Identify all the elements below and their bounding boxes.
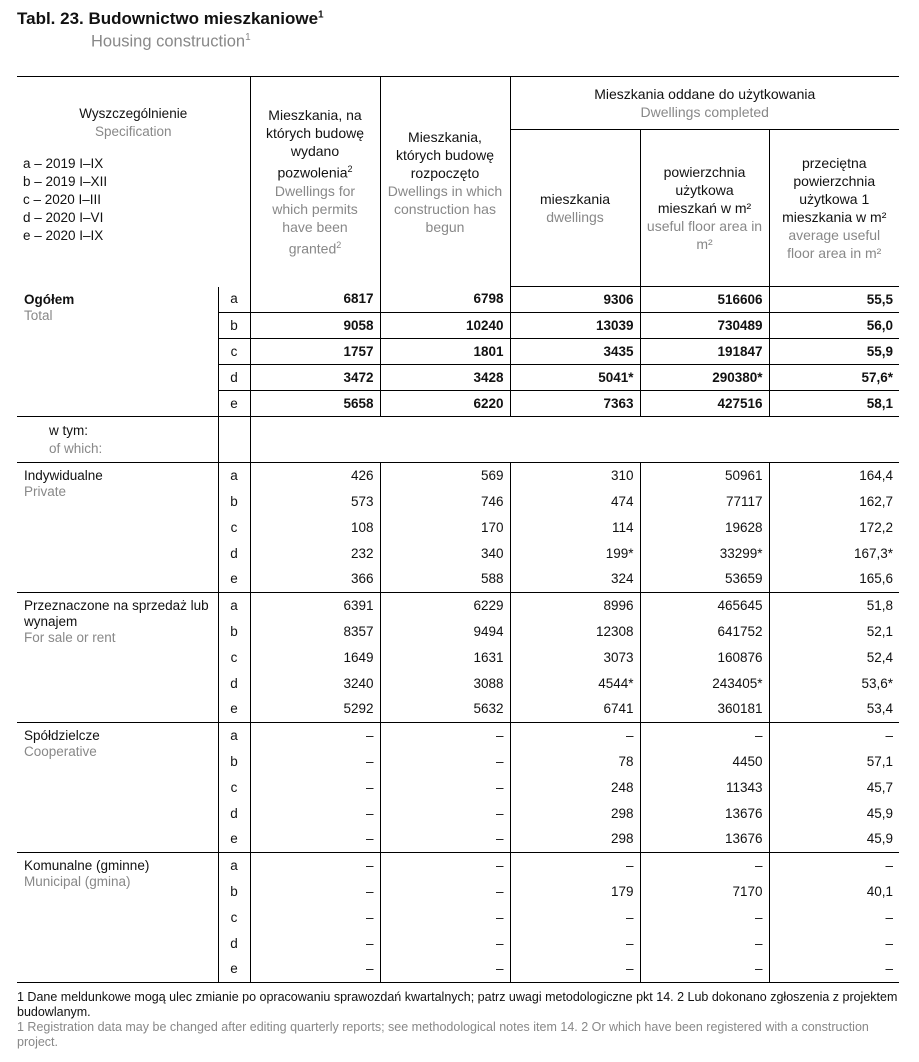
table-cell: 9058 <box>250 313 380 339</box>
period-code: c <box>218 645 250 671</box>
empty-cell <box>218 417 250 463</box>
period-code: c <box>218 775 250 801</box>
table-cell: 172,2 <box>769 515 899 541</box>
table-cell: 7170 <box>640 879 769 905</box>
table-cell: 12308 <box>510 619 640 645</box>
table-cell: 33299* <box>640 541 769 567</box>
table-cell: 298 <box>510 827 640 853</box>
group-label: Ogółem Total <box>17 287 218 417</box>
table-cell: 4450 <box>640 749 769 775</box>
period-code: c <box>218 339 250 365</box>
table-cell: 3428 <box>380 365 510 391</box>
table-cell: 57,1 <box>769 749 899 775</box>
table-cell: – <box>640 931 769 957</box>
table-cell: 290380* <box>640 365 769 391</box>
table-cell: – <box>769 957 899 983</box>
spec-header: Wyszczególnienie Specification a – 2019 I–IX b – 2019 I–XII c – 2020 I–III d – 2020 I–VI e – 2020 I–IX <box>17 77 250 287</box>
table-cell: 1757 <box>250 339 380 365</box>
area-header: powierzchnia użytkowa mieszkań w m² useful floor area in m² <box>640 130 769 287</box>
table-cell: 5632 <box>380 697 510 723</box>
table-cell: 170 <box>380 515 510 541</box>
table-cell: 77117 <box>640 489 769 515</box>
table-cell: 52,4 <box>769 645 899 671</box>
table-cell: 426 <box>250 463 380 489</box>
table-cell: 10240 <box>380 313 510 339</box>
of-which-row <box>17 417 899 463</box>
avg-area-header: przeciętna powierzchnia użytkowa 1 mieszkania w m² average useful floor area in m² <box>769 130 899 287</box>
table-cell: 40,1 <box>769 879 899 905</box>
begun-header: Mieszkania, których budowę rozpoczęto Dwellings in which construction has begun <box>380 77 510 287</box>
period-code: c <box>218 515 250 541</box>
period-code: b <box>218 489 250 515</box>
table-cell: 243405* <box>640 671 769 697</box>
period-code: d <box>218 365 250 391</box>
table-cell: 3073 <box>510 645 640 671</box>
table-cell: 5041* <box>510 365 640 391</box>
table-cell: 588 <box>380 567 510 593</box>
table-cell: – <box>640 723 769 749</box>
table-cell: 1801 <box>380 339 510 365</box>
table-cell: 55,9 <box>769 339 899 365</box>
table-cell: – <box>250 723 380 749</box>
group-label: Przeznaczone na sprzedaż lub wynajem For sale or rent <box>17 593 218 723</box>
table-cell: 569 <box>380 463 510 489</box>
period-code: d <box>218 801 250 827</box>
table-cell: 45,9 <box>769 801 899 827</box>
period-code: a <box>218 287 250 313</box>
table-cell: 19628 <box>640 515 769 541</box>
table-cell: 6229 <box>380 593 510 619</box>
table-cell: 5658 <box>250 391 380 417</box>
table-cell: 6817 <box>250 287 380 313</box>
table-cell: 5292 <box>250 697 380 723</box>
table-cell: 310 <box>510 463 640 489</box>
table-cell: 6741 <box>510 697 640 723</box>
table-cell: 160876 <box>640 645 769 671</box>
table-cell: – <box>250 931 380 957</box>
period-code: b <box>218 313 250 339</box>
table-cell: 1631 <box>380 645 510 671</box>
completed-header: Mieszkania oddane do użytkowania Dwellings completed <box>510 77 899 130</box>
table-cell: 162,7 <box>769 489 899 515</box>
table-cell: 13676 <box>640 801 769 827</box>
table-cell: 4544* <box>510 671 640 697</box>
table-cell: – <box>510 905 640 931</box>
table-cell: – <box>640 853 769 879</box>
table-cell: – <box>250 775 380 801</box>
period-code: d <box>218 541 250 567</box>
table-cell: 50961 <box>640 463 769 489</box>
table-row <box>17 287 899 313</box>
table-cell: 746 <box>380 489 510 515</box>
table-cell: 164,4 <box>769 463 899 489</box>
table-cell: – <box>380 879 510 905</box>
table-cell: – <box>250 879 380 905</box>
table-subtitle: Housing construction$^1$ <box>91 32 251 51</box>
table-cell: 3240 <box>250 671 380 697</box>
period-code: d <box>218 931 250 957</box>
table-cell: 167,3* <box>769 541 899 567</box>
table-row <box>17 463 899 489</box>
period-legend: a – 2019 I–IX b – 2019 I–XII c – 2020 I–III d – 2020 I–VI e – 2020 I–IX <box>23 156 108 243</box>
group-label: Indywidualne Private <box>17 463 218 593</box>
table-cell: 55,5 <box>769 287 899 313</box>
table-cell: 324 <box>510 567 640 593</box>
table-cell: 114 <box>510 515 640 541</box>
table-cell: 232 <box>250 541 380 567</box>
table-cell: – <box>769 931 899 957</box>
table-cell: 58,1 <box>769 391 899 417</box>
table-cell: 13039 <box>510 313 640 339</box>
period-code: a <box>218 593 250 619</box>
table-cell: – <box>769 723 899 749</box>
table-cell: 465645 <box>640 593 769 619</box>
table-cell: 108 <box>250 515 380 541</box>
period-code: e <box>218 957 250 983</box>
empty-cell <box>250 417 899 463</box>
table-cell: 53,6* <box>769 671 899 697</box>
table-cell: – <box>250 827 380 853</box>
table-cell: – <box>380 801 510 827</box>
table-cell: – <box>380 723 510 749</box>
permits-header: Mieszkania, na których budowę wydano pozwolenia$^2$ Dwellings for which permits have been granted$^2$ <box>250 77 380 287</box>
table-cell: – <box>769 853 899 879</box>
table-cell: – <box>250 853 380 879</box>
period-code: b <box>218 619 250 645</box>
dwellings-header: mieszkania dwellings <box>510 130 640 287</box>
table-cell: – <box>250 749 380 775</box>
period-code: d <box>218 671 250 697</box>
table-cell: 53,4 <box>769 697 899 723</box>
table-cell: 13676 <box>640 827 769 853</box>
table-cell: 3088 <box>380 671 510 697</box>
table-cell: 53659 <box>640 567 769 593</box>
table-cell: 165,6 <box>769 567 899 593</box>
table-cell: 52,1 <box>769 619 899 645</box>
period-code: b <box>218 749 250 775</box>
table-cell: – <box>640 905 769 931</box>
of-which-label: w tym: of which: <box>17 417 218 463</box>
period-code: e <box>218 827 250 853</box>
table-cell: – <box>250 905 380 931</box>
table-cell: – <box>380 749 510 775</box>
footnotes: 1 Dane meldunkowe mogą ulec zmianie po opracowaniu sprawozdań kwartalnych; patrz uwagi metodologiczne pkt 14. 2 Lub dokonano zgłoszenia z projektem budowlanym. 1 Registration data may be changed after editing quarterly reports; see methodological notes item 14. 2 Or which have been registered with a construction project. <box>17 990 898 1049</box>
table-cell: – <box>769 905 899 931</box>
table-cell: 56,0 <box>769 313 899 339</box>
table-row <box>17 723 899 749</box>
table-cell: 45,9 <box>769 827 899 853</box>
table-cell: 11343 <box>640 775 769 801</box>
table-cell: 427516 <box>640 391 769 417</box>
table-cell: 730489 <box>640 313 769 339</box>
table-cell: 360181 <box>640 697 769 723</box>
table-cell: – <box>510 853 640 879</box>
table-cell: – <box>250 957 380 983</box>
table-cell: 8996 <box>510 593 640 619</box>
table-row <box>17 593 899 619</box>
table-row <box>17 853 899 879</box>
table-cell: 191847 <box>640 339 769 365</box>
table-cell: 573 <box>250 489 380 515</box>
period-code: a <box>218 723 250 749</box>
table-cell: 45,7 <box>769 775 899 801</box>
period-code: b <box>218 879 250 905</box>
period-code: e <box>218 391 250 417</box>
table-cell: – <box>510 931 640 957</box>
table-cell: 6220 <box>380 391 510 417</box>
table-cell: – <box>380 957 510 983</box>
table-cell: 179 <box>510 879 640 905</box>
table-cell: – <box>380 853 510 879</box>
table-cell: 248 <box>510 775 640 801</box>
table-title: Tabl. 23. Budownictwo mieszkaniowe$^1$ <box>17 9 324 28</box>
table-cell: 298 <box>510 801 640 827</box>
table-cell: 366 <box>250 567 380 593</box>
table-cell: 51,8 <box>769 593 899 619</box>
table-cell: – <box>380 827 510 853</box>
table-cell: – <box>380 905 510 931</box>
table-cell: 7363 <box>510 391 640 417</box>
period-code: e <box>218 697 250 723</box>
table-cell: – <box>510 723 640 749</box>
group-label: Spółdzielcze Cooperative <box>17 723 218 853</box>
table-cell: 3435 <box>510 339 640 365</box>
table-cell: 3472 <box>250 365 380 391</box>
housing-table <box>17 76 899 983</box>
table-cell: 516606 <box>640 287 769 313</box>
table-cell: – <box>510 957 640 983</box>
table-cell: 57,6* <box>769 365 899 391</box>
period-code: a <box>218 463 250 489</box>
table-cell: – <box>380 931 510 957</box>
table-cell: 474 <box>510 489 640 515</box>
period-code: e <box>218 567 250 593</box>
table-cell: 199* <box>510 541 640 567</box>
group-label: Komunalne (gminne) Municipal (gmina) <box>17 853 218 983</box>
table-cell: – <box>380 775 510 801</box>
table-cell: – <box>250 801 380 827</box>
table-cell: 8357 <box>250 619 380 645</box>
period-code: c <box>218 905 250 931</box>
table-cell: 1649 <box>250 645 380 671</box>
table-cell: 9306 <box>510 287 640 313</box>
table-cell: – <box>640 957 769 983</box>
table-cell: 340 <box>380 541 510 567</box>
table-cell: 6391 <box>250 593 380 619</box>
table-cell: 641752 <box>640 619 769 645</box>
period-code: a <box>218 853 250 879</box>
table-cell: 9494 <box>380 619 510 645</box>
table-cell: 6798 <box>380 287 510 313</box>
table-cell: 78 <box>510 749 640 775</box>
